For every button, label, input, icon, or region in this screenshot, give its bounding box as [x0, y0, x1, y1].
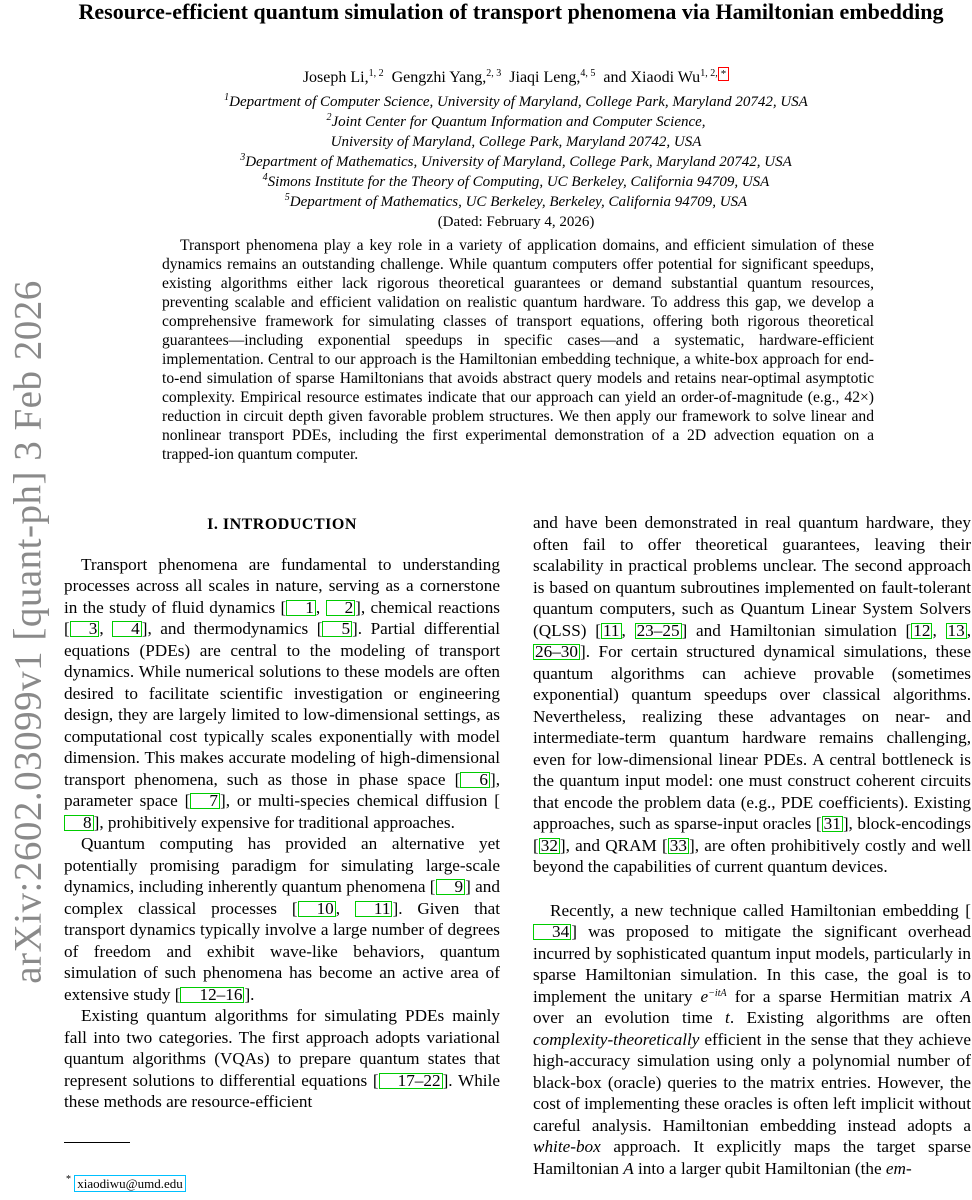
affiliation-line: $^2$Joint Center for Quantum Information and Computer Science,: [326, 112, 706, 130]
italic-text: A: [623, 1158, 634, 1178]
citation-link[interactable]: 23–25: [636, 620, 680, 640]
italic-text: A: [960, 986, 971, 1006]
affiliation-line: $^4$Simons Institute for the Theory of Computing, UC Berkeley, California 94709, USA: [262, 172, 770, 190]
author-1: Joseph Li,$^{1, 2}$: [302, 68, 384, 86]
citation-link[interactable]: 11: [355, 901, 393, 917]
italic-text: complexity-theoretically: [533, 1029, 700, 1049]
affiliation-line: $^5$Department of Mathematics, UC Berkeley, Berkeley, California 94709, USA: [284, 192, 748, 210]
citation-link[interactable]: 12–16: [180, 987, 244, 1003]
citation-link[interactable]: 9: [436, 879, 466, 895]
paragraph: Transport phenomena are fundamental to understanding processes across all scales in nature, serving as a cornerstone in the study of fluid dynamics [ 1 , 2 ], chemical reactions [ 3 , 4 ], and thermodynamics [ 5 ]. Partial differential equations (PDEs) are central to the modeling of transport dynamics. While numerical solutions to these models are often desired to facilitate scientific investigation or engineering design, they are largely limited to low-dimensional settings, as computational cost typically scales exponentially with model dimension. This makes accurate modeling of high-dimensional transport phenomena, such as those in phase space [ 6 ], parameter space [ 7 ], or multi-species chemical diffusion [8 ], prohibitively expensive for traditional approaches.: [64, 554, 501, 832]
paper-title: Resource-efficient quantum simulation of transport phenomena via Hamiltonian embedding: [78, 0, 944, 24]
footnote-rule: [64, 1142, 130, 1143]
citation-link[interactable]: 6: [460, 772, 490, 788]
citation-link[interactable]: 11: [602, 620, 620, 640]
section-heading-introduction: I. INTRODUCTION: [207, 516, 357, 533]
italic-text: em-: [885, 1158, 912, 1178]
affiliation-line: University of Maryland, College Park, Maryland 20742, USA: [330, 134, 702, 150]
footnote: * xiaodiwu@umd.edu: [66, 1176, 186, 1192]
arxiv-identifier-stamp[interactable]: [2, 280, 54, 984]
dated-line: (Dated: February 4, 2026): [437, 214, 595, 230]
citation-link[interactable]: 13: [947, 620, 965, 640]
italic-text: t: [725, 1008, 730, 1027]
italic-text: e: [700, 986, 709, 1006]
citation-link[interactable]: 26–30: [535, 642, 578, 661]
email-link[interactable]: xiaodiwu@umd.edu: [74, 1175, 186, 1192]
author-3: Jiaqi Leng,$^{4, 5}$: [509, 68, 596, 86]
paragraph: Recently, a new technique called Hamiltonian embedding [34 ] was proposed to mitigate the significant overhead incurred by sophisticated quantum input models, particularly in sparse Hamiltonian simulation. In this case, the goal is to implement the unitary $e^{-itA}$ for a sparse Hermitian matrix A over an evolution time t. Existing algorithms are often complexity-theoretically efficient in the sense that they achieve high-accuracy simulation using only a polynomial number of black-box (oracle) queries to the matrix entries. However, the cost of implementing these oracles is often left implicit without careful analysis. Hamiltonian embedding instead adopts a white-box approach. It explicitly maps the target sparse Hamiltonian A into a larger qubit Hamiltonian (the em-: [533, 900, 972, 1178]
citation-link[interactable]: 2: [326, 600, 356, 616]
citation-link[interactable]: 10: [298, 901, 336, 917]
citation-link[interactable]: 1: [286, 600, 316, 616]
affiliation-line: $^3$Department of Mathematics, University of Maryland, College Park, Maryland 20742, USA: [240, 152, 792, 170]
arxiv-identifier-text: arXiv:2602.03099v1 [quant-ph] 3 Feb 2026: [6, 280, 50, 984]
author-2: Gengzhi Yang,$^{2, 3}$: [391, 68, 502, 86]
citation-link[interactable]: 32: [540, 835, 558, 855]
paragraph: and have been demonstrated in real quantum hardware, they often fail to offer theoretical guarantees, leaving their scalability in practical problems unclear. The second approach is based on quantum subroutines implemented on fault-tolerant quantum computers, such as Quantum Linear System Solvers (QLSS) [ 11 , 23–25 ] and Hamiltonian simulation [ 12 , 13 , 26–30 ]. For certain structured dynamical simulations, these quantum algorithms can achieve provable (sometimes exponential) quantum speedups over classical algorithms. Nevertheless, realizing these advantages on near- and intermediate-term quantum hardware remains challenging, even for low-dimensional linear PDEs. A central bottleneck is the quantum input model: one must construct coherent circuits that encode the problem data (e.g., PDE coefficients). Existing approaches, such as sparse-input oracles [ 31 ], block-encodings [ 32 ], and QRAM [ 33 ], are often prohibitively costly and well beyond the capabilities of current quantum devices.: [533, 513, 971, 876]
italic-text: white-box: [533, 1137, 601, 1156]
citation-link[interactable]: 17–22: [379, 1073, 443, 1089]
paragraph-spacer: [533, 878, 971, 900]
affiliation-line: $^1$Department of Computer Science, University of Maryland, College Park, Maryland 20742, USA: [224, 92, 808, 110]
citation-link[interactable]: 31: [823, 814, 841, 833]
citation-link[interactable]: 5: [322, 621, 352, 637]
paragraph: Existing quantum algorithms for simulating PDEs mainly fall into two categories. The first approach adopts variational quantum algorithms (VQAs) to prepare quantum states that represent solutions to differential equations [ 17–22 ]. While these methods are resource-efficient: [64, 1006, 500, 1111]
paragraph: Quantum computing has provided an alternative yet potentially promising paradigm for simulating large-scale dynamics, including inherently quantum phenomena [ 9 ] and complex classical processes [ 10 , 11 ]. Given that transport dynamics typically involve a large number of degrees of freedom and exhibit wave-like behaviors, quantum simulation of such phenomena has become an active area of extensive study [ 12–16 ].: [64, 834, 500, 1004]
abstract-text: Transport phenomena play a key role in a variety of application domains, and efficient simulation of these dynamics remains an outstanding challenge. While quantum computers offer potential for significant speedups, existing algorithms either lack rigorous theoretical guarantees or demand substantial quantum resources, preventing scalable and efficient validation on realistic quantum hardware. To address this gap, we develop a comprehensive framework for simulating classes of transport equations, offering both rigorous theoretical guarantees—including exponential speedups in specific cases—and a systematic, hardware-efficient implementation. Central to our approach is the Hamiltonian embedding technique, a white-box approach for end-to-end simulation of sparse Hamiltonians that avoids abstract query models and retains near-optimal asymptotic complexity. Empirical resource estimates indicate that our approach can yield an order-of-magnitude (e.g., 42×) reduction in circuit depth given favorable problem structures. We then apply our framework to solve linear and nonlinear transport PDEs, including the first experimental demonstration of a 2D advection equation on a trapped-ion quantum computer.: [162, 237, 874, 463]
affiliations: [60, 92, 972, 232]
citation-link[interactable]: 3: [70, 621, 100, 637]
abstract: [162, 236, 874, 464]
citation-link[interactable]: 7: [190, 793, 220, 809]
citation-link[interactable]: 12: [913, 620, 931, 640]
citation-link[interactable]: 8: [64, 815, 94, 831]
math-superscript: −itA: [708, 987, 727, 999]
corresponding-author-link[interactable]: *: [718, 67, 730, 81]
citation-link[interactable]: 34: [533, 924, 571, 940]
right-column: [533, 512, 971, 1179]
author-4: and Xiaodi $Wu^{1, 2,}$: [603, 68, 718, 86]
left-column: [64, 512, 500, 1113]
citation-link[interactable]: 33: [669, 835, 687, 855]
author-list: [60, 67, 972, 87]
citation-link[interactable]: 4: [112, 621, 142, 637]
